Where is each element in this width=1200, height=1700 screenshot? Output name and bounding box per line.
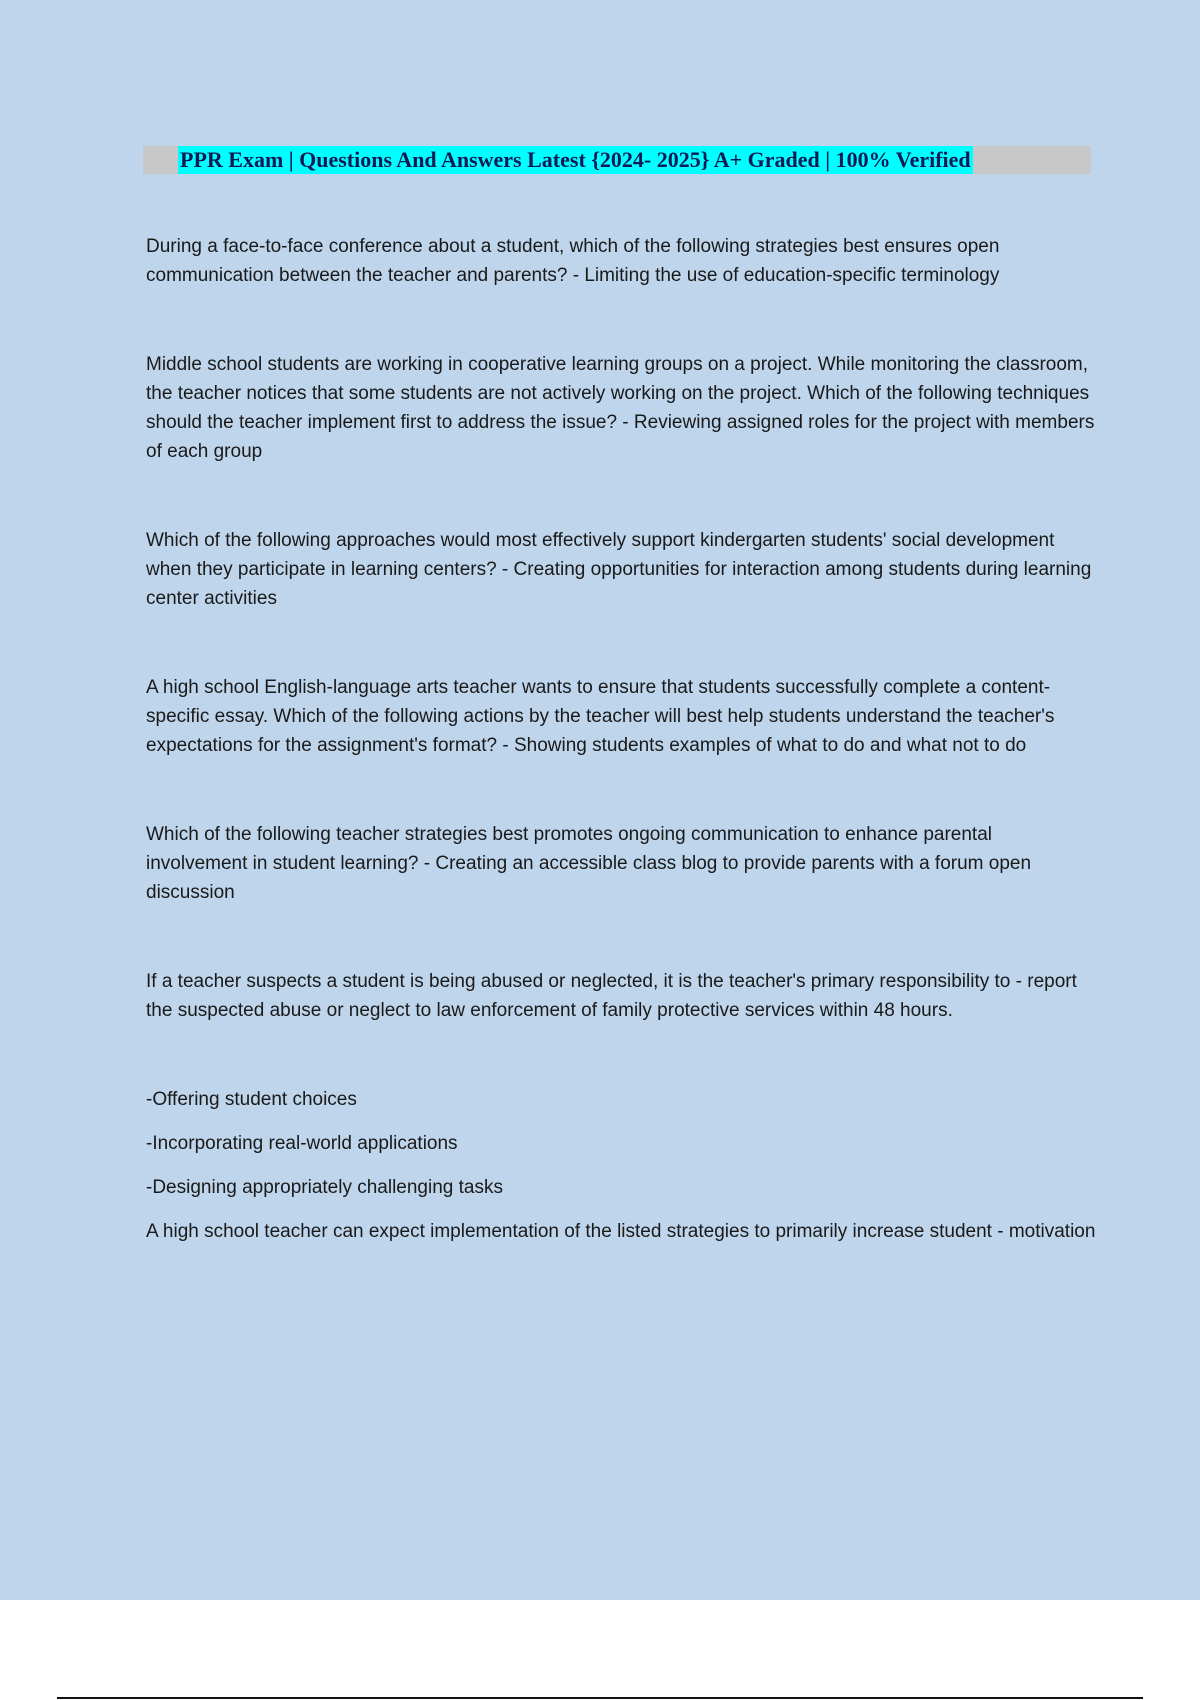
qa-item: Middle school students are working in cooperative learning groups on a project. While monitoring the classroom, the teacher notices that some students are not actively working on the project. Which of the following techniques should the teacher implement first to address the issue? - Reviewing assigned roles for the project with members of each group (146, 354, 1095, 462)
strategy-item: -Designing appropriately challenging tasks (146, 1177, 503, 1198)
qa-item: If a teacher suspects a student is being abused or neglected, it is the teacher's primary responsibility to - report the suspected abuse or neglect to law enforcement of family protective services within 48 hours. (146, 971, 1077, 1021)
qa-item: Which of the following approaches would most effectively support kindergarten students' social development when they participate in learning centers? - Creating opportunities for interaction among students during learning center activities (146, 530, 1092, 609)
qa-item: During a face-to-face conference about a student, which of the following strategies best ensures open communication between the teacher and parents? - Limiting the use of education-specific terminology (146, 236, 1000, 286)
qa-item: Which of the following teacher strategies best promotes ongoing communication to enhance parental involvement in student learning? - Creating an accessible class blog to provide parents with a forum open discussion (146, 824, 1032, 903)
strategy-item: -Offering student choices (146, 1089, 357, 1110)
qa-item-final: A high school teacher can expect implementation of the listed strategies to primarily increase student - motivation (146, 1221, 1096, 1242)
document-title: PPR Exam | Questions And Answers Latest {2024- 2025} A+ Graded | 100% Verified (180, 147, 971, 172)
strategy-list (146, 1085, 1096, 1202)
document-body (146, 232, 1096, 1246)
qa-item: A high school English-language arts teacher wants to ensure that students successfully complete a content-specific essay. Which of the following actions by the teacher will best help students understand the teacher's expectations for the assignment's format? - Showing students examples of what to do and what not to do (146, 677, 1055, 756)
footer-divider (57, 1697, 1143, 1699)
strategy-item: -Incorporating real-world applications (146, 1133, 458, 1154)
